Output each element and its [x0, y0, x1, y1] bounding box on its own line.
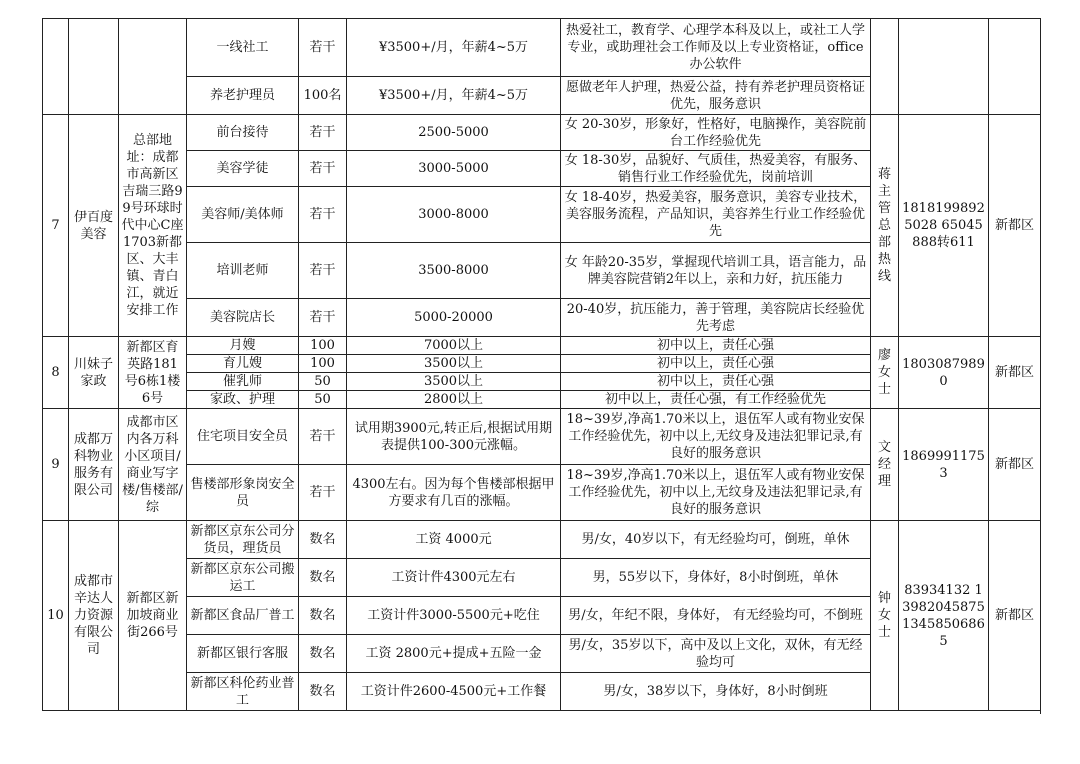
job-count: 50 — [299, 373, 347, 391]
job-title: 催乳师 — [187, 373, 299, 391]
job-count: 数名 — [299, 597, 347, 635]
contact-person: 文经理 — [871, 409, 899, 521]
job-pay: 工资 4000元 — [347, 521, 561, 559]
job-title: 育儿嫂 — [187, 355, 299, 373]
job-requirement: 初中以上，责任心强，有工作经验优先 — [561, 391, 871, 409]
job-pay: 工资计件4300元左右 — [347, 559, 561, 597]
contact-phone: 18699911753 — [899, 409, 989, 521]
job-count: 100 — [299, 355, 347, 373]
phone-cell — [899, 19, 989, 115]
job-pay: 2800以上 — [347, 391, 561, 409]
job-title: 新都区科伦药业普工 — [187, 673, 299, 711]
contact-person: 钟女士 — [871, 521, 899, 711]
job-requirement: 女 18-40岁，热爱美容，服务意识，美容专业技术，美容服务流程，产品知识，美容养生行业工作经验优先 — [561, 187, 871, 243]
district: 新都区 — [989, 521, 1041, 711]
job-requirement: 男，55岁以下，身体好，8小时倒班，单休 — [561, 559, 871, 597]
job-title: 美容学徒 — [187, 151, 299, 187]
job-requirement: 热爱社工，教育学、心理学本科及以上，或社工人学专业，或助理社会工作师及以上专业资格证，office办公软件 — [561, 19, 871, 77]
district: 新都区 — [989, 337, 1041, 409]
contact-cell — [871, 19, 899, 115]
job-count: 若干 — [299, 465, 347, 521]
table-row — [43, 337, 1041, 355]
job-count: 若干 — [299, 19, 347, 77]
company-name: 伊百度美容 — [69, 115, 119, 337]
job-requirement: 男/女，38岁以下，身体好，8小时倒班 — [561, 673, 871, 711]
job-title: 前台接待 — [187, 115, 299, 151]
job-requirement: 20-40岁，抗压能力，善于管理，美容院店长经验优先考虑 — [561, 299, 871, 337]
company-cell — [69, 19, 119, 115]
job-title: 新都区京东公司分货员，理货员 — [187, 521, 299, 559]
job-pay: ¥3500+/月，年薪4~5万 — [347, 19, 561, 77]
job-title: 新都区食品厂普工 — [187, 597, 299, 635]
job-title: 住宅项目安全员 — [187, 409, 299, 465]
company-address: 总部地址：成都市高新区吉瑞三路99号环球时代中心C座1703新都区、大丰镇、青白江，就近安排工作 — [119, 115, 187, 337]
job-title: 新都区银行客服 — [187, 635, 299, 673]
job-pay: 4300左右。因为每个售楼部根据甲方要求有几百的涨幅。 — [347, 465, 561, 521]
job-title: 培训老师 — [187, 243, 299, 299]
job-requirement: 女 年龄20-35岁，掌握现代培训工具，语言能力，品牌美容院营销2年以上，亲和力好，抗压能力 — [561, 243, 871, 299]
job-requirement: 男/女，40岁以下，有无经验均可，倒班，单休 — [561, 521, 871, 559]
job-count: 50 — [299, 391, 347, 409]
district-cell — [989, 19, 1041, 115]
company-name: 成都万科物业服务有限公司 — [69, 409, 119, 521]
job-requirement: 男/女，年纪不限，身体好， 有无经验均可，不倒班 — [561, 597, 871, 635]
job-requirement: 男/女，35岁以下，高中及以上文化，双休，有无经验均可 — [561, 635, 871, 673]
recruitment-table — [42, 18, 1041, 711]
job-title: 月嫂 — [187, 337, 299, 355]
job-requirement: 愿做老年人护理，热爱公益，持有养老护理员资格证优先，服务意识 — [561, 77, 871, 115]
job-count: 数名 — [299, 635, 347, 673]
row-number-cell — [43, 19, 69, 115]
job-pay: 3500-8000 — [347, 243, 561, 299]
company-address: 新都区新加坡商业街266号 — [119, 521, 187, 711]
row-number: 10 — [43, 521, 69, 711]
company-address: 成都市区内各万科小区项目/商业写字楼/售楼部/综 — [119, 409, 187, 521]
district: 新都区 — [989, 115, 1041, 337]
job-requirement: 初中以上，责任心强 — [561, 373, 871, 391]
company-address: 新都区育英路181号6栋1楼6号 — [119, 337, 187, 409]
job-count: 100 — [299, 337, 347, 355]
job-count: 若干 — [299, 409, 347, 465]
job-count: 100名 — [299, 77, 347, 115]
job-count: 若干 — [299, 299, 347, 337]
contact-person: 廖女士 — [871, 337, 899, 409]
job-count: 若干 — [299, 151, 347, 187]
page-edge-line — [1040, 18, 1041, 714]
job-title: 美容院店长 — [187, 299, 299, 337]
address-cell — [119, 19, 187, 115]
table-row — [43, 19, 1041, 77]
job-requirement: 女 20-30岁，形象好，性格好，电脑操作，美容院前台工作经验优先 — [561, 115, 871, 151]
job-title: 美容师/美体师 — [187, 187, 299, 243]
job-title: 售楼部形象岗安全员 — [187, 465, 299, 521]
table-row — [43, 409, 1041, 465]
job-pay: 工资计件2600-4500元+工作餐 — [347, 673, 561, 711]
table-row — [43, 115, 1041, 151]
job-count: 若干 — [299, 115, 347, 151]
job-count: 若干 — [299, 243, 347, 299]
job-pay: 3500以上 — [347, 373, 561, 391]
table-row — [43, 521, 1041, 559]
job-pay: 7000以上 — [347, 337, 561, 355]
job-pay: 工资 2800元+提成+五险一金 — [347, 635, 561, 673]
district: 新都区 — [989, 409, 1041, 521]
row-number: 7 — [43, 115, 69, 337]
job-count: 数名 — [299, 673, 347, 711]
job-pay: 工资计件3000-5500元+吃住 — [347, 597, 561, 635]
job-pay: 3000-8000 — [347, 187, 561, 243]
job-title: 养老护理员 — [187, 77, 299, 115]
job-pay: 试用期3900元,转正后,根据试用期表提供100-300元涨幅。 — [347, 409, 561, 465]
row-number: 8 — [43, 337, 69, 409]
contact-phone: 18030879890 — [899, 337, 989, 409]
contact-person: 蒋主管总部热线 — [871, 115, 899, 337]
recruitment-table-sheet — [42, 18, 1041, 711]
job-title: 新都区京东公司搬运工 — [187, 559, 299, 597]
job-requirement: 初中以上，责任心强 — [561, 355, 871, 373]
job-count: 若干 — [299, 187, 347, 243]
job-pay: 5000-20000 — [347, 299, 561, 337]
job-pay: 3000-5000 — [347, 151, 561, 187]
job-count: 数名 — [299, 559, 347, 597]
company-name: 成都市辛达人力资源有限公司 — [69, 521, 119, 711]
job-title: 一线社工 — [187, 19, 299, 77]
contact-phone: 18181998925028 65045888转611 — [899, 115, 989, 337]
job-requirement: 18~39岁,净高1.70米以上，退伍军人或有物业安保工作经验优先，初中以上,无纹身及违法犯罪记录,有良好的服务意识 — [561, 409, 871, 465]
job-count: 数名 — [299, 521, 347, 559]
job-requirement: 女 18-30岁，品貌好、气质佳，热爱美容，有服务、销售行业工作经验优先，岗前培训 — [561, 151, 871, 187]
job-pay: 2500-5000 — [347, 115, 561, 151]
company-name: 川妹子家政 — [69, 337, 119, 409]
job-pay: ¥3500+/月，年薪4~5万 — [347, 77, 561, 115]
job-pay: 3500以上 — [347, 355, 561, 373]
job-title: 家政、护理 — [187, 391, 299, 409]
contact-phone: 83934132 13982045875 13458506865 — [899, 521, 989, 711]
row-number: 9 — [43, 409, 69, 521]
job-requirement: 初中以上，责任心强 — [561, 337, 871, 355]
job-requirement: 18~39岁,净高1.70米以上，退伍军人或有物业安保工作经验优先，初中以上,无纹身及违法犯罪记录,有良好的服务意识 — [561, 465, 871, 521]
